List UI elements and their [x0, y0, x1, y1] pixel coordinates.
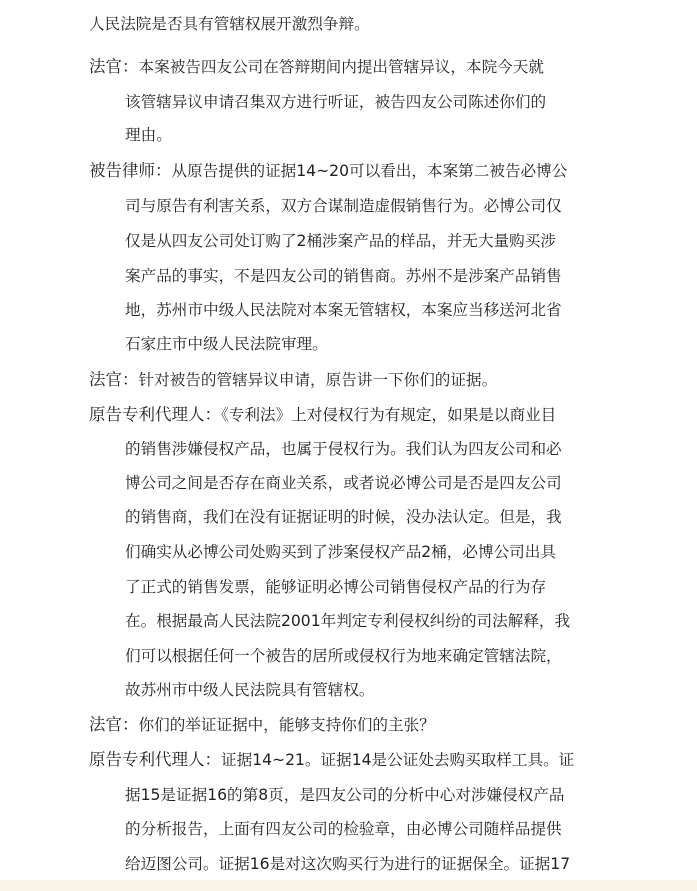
line-text: 案产品的事实，不是四友公司的销售商。苏州不是涉案产品销售: [125, 267, 562, 285]
dialogue-line: [0, 404, 697, 426]
text-line: [0, 438, 697, 460]
text-line: [0, 13, 697, 35]
line-text: 针对被告的管辖异议申请，原告讲一下你们的证据。: [138, 371, 498, 389]
line-text: 们确实从必博公司处购买到了涉案侵权产品2桶，必博公司出具: [125, 543, 556, 561]
speaker-label: 被告律师：: [89, 161, 172, 180]
line-text: 的分析报告，上面有四友公司的检验章，由必博公司随样品提供: [125, 820, 562, 838]
text-line: [0, 576, 697, 598]
text-line: [0, 230, 697, 252]
line-text: 了正式的销售发票，能够证明必博公司销售侵权产品的行为存: [125, 578, 547, 596]
dialogue-line: [0, 749, 697, 771]
text-line: [0, 299, 697, 321]
text-line: [0, 541, 697, 563]
text-line: [0, 91, 697, 113]
dialogue-line: [0, 714, 697, 736]
line-text: 该管辖异议申请召集双方进行听证，被告四友公司陈述你们的: [125, 93, 547, 111]
dialogue-line: [0, 160, 697, 182]
text-line: [0, 472, 697, 494]
speaker-label: 法官：: [89, 715, 139, 734]
text-line: [0, 610, 697, 632]
line-text: 石家庄市中级人民法院审理。: [125, 335, 328, 353]
line-text: 仅是从四友公司处订购了2桶涉案产品的样品，并无大量购买涉: [125, 232, 556, 250]
speaker-label: 法官：: [89, 57, 139, 76]
speaker-label: 法官：: [89, 370, 139, 389]
page-bottom-edge: [0, 880, 697, 891]
line-text: 证据14~21。证据14是公证处去购买取样工具。证: [221, 751, 575, 769]
line-text: 理由。: [125, 126, 172, 144]
line-text: 本案被告四友公司在答辩期间内提出管辖异议，本院今天就: [138, 58, 544, 76]
text-line: [0, 506, 697, 528]
dialogue-line: [0, 56, 697, 78]
text-line: [0, 124, 697, 146]
text-line: [0, 818, 697, 840]
text-line: [0, 853, 697, 875]
text-line: [0, 645, 697, 667]
line-text: 给迈图公司。证据16是对这次购买行为进行的证据保全。证据17: [125, 855, 571, 873]
text-line: [0, 333, 697, 355]
line-text: 博公司之间是否存在商业关系，或者说必博公司是否是四友公司: [125, 474, 562, 492]
line-text: 《专利法》上对侵权行为有规定，如果是以商业目: [221, 406, 557, 424]
line-text: 们可以根据任何一个被告的居所或侵权行为地来确定管辖法院，: [125, 647, 562, 665]
text-line: [0, 265, 697, 287]
line-text: 故苏州市中级人民法院具有管辖权。: [125, 681, 375, 699]
line-text: 你们的举证证据中，能够支持你们的主张？: [138, 716, 435, 734]
line-text: 的销售商，我们在没有证据证明的时候，没办法认定。但是，我: [125, 508, 562, 526]
line-text: 据15是证据16的第8页，是四友公司的分析中心对涉嫌侵权产品: [125, 786, 565, 804]
line-text: 人民法院是否具有管辖权展开激烈争辩。: [89, 15, 370, 33]
line-text: 司与原告有利害关系，双方合谋制造虚假销售行为。必博公司仅: [125, 197, 562, 215]
text-line: [0, 679, 697, 701]
speaker-label: 原告专利代理人：: [89, 405, 221, 424]
line-text: 地，苏州市中级人民法院对本案无管辖权，本案应当移送河北省: [125, 301, 562, 319]
line-text: 在。根据最高人民法院2001年判定专利侵权纠纷的司法解释，我: [125, 612, 571, 630]
line-text: 从原告提供的证据14~20可以看出，本案第二被告必博公: [171, 162, 568, 180]
speaker-label: 原告专利代理人：: [89, 750, 221, 769]
dialogue-line: [0, 369, 697, 391]
text-line: [0, 784, 697, 806]
text-line: [0, 195, 697, 217]
line-text: 的销售涉嫌侵权产品，也属于侵权行为。我们认为四友公司和必: [125, 440, 562, 458]
